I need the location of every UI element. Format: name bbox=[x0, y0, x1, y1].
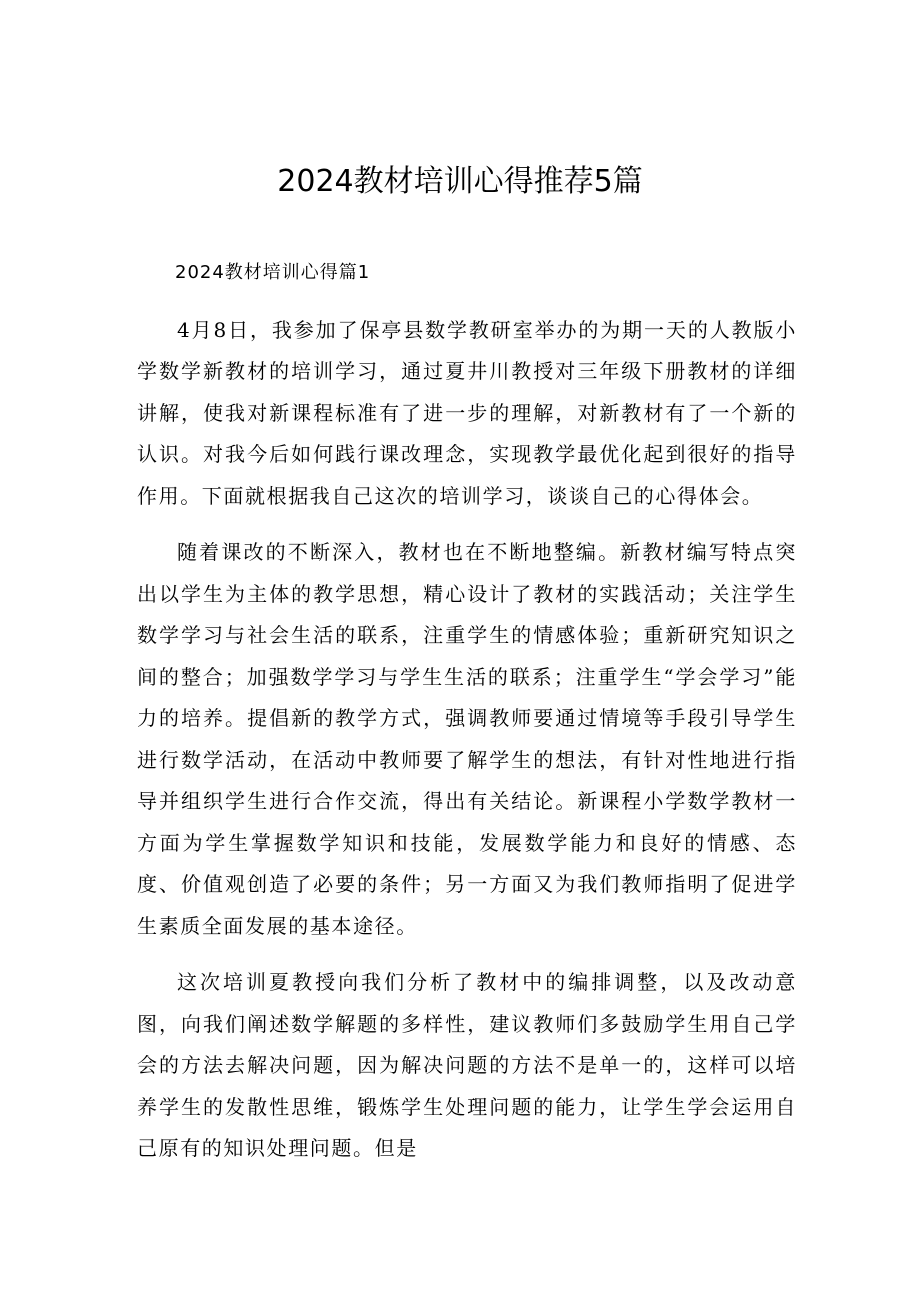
section-heading: 2024教材培训心得篇1 bbox=[175, 262, 371, 283]
document-title: 2024教材培训心得推荐5篇 bbox=[277, 164, 643, 199]
document-body bbox=[137, 252, 797, 1185]
paragraph-1: 4月8日，我参加了保亭县数学教研室举办的为期一天的人教版小学数学新教材的培训学习，通过夏井川教授对三年级下册教材的详细讲解，使我对新课程标准有了进一步的理解，对新教材有了一个新的认识。对我今后如何践行课改理念，实现教学最优化起到很好的指导作用。下面就根据我自己这次的培训学习，谈谈自己的心得体会。 bbox=[137, 317, 797, 508]
paragraph-2: 随着课改的不断深入，教材也在不断地整编。新教材编写特点突出以学生为主体的教学思想，精心设计了教材的实践活动；关注学生数学学习与社会生活的联系，注重学生的情感体验；重新研究知识之间的整合；加强数学学习与学生生活的联系；注重学生“学会学习”能力的培养。提倡新的教学方式，强调教师要通过情境等手段引导学生进行数学活动，在活动中教师要了解学生的想法，有针对性地进行指导并组织学生进行合作交流，得出有关结论。新课程小学数学教材一方面为学生掌握数学知识和技能，发展数学能力和良好的情感、态度、价值观创造了必要的条件；另一方面又为我们教师指明了促进学生素质全面发展的基本途径。 bbox=[137, 540, 797, 938]
paragraph-3: 这次培训夏教授向我们分析了教材中的编排调整，以及改动意图，向我们阐述数学解题的多样性，建议教师们多鼓励学生用自己学会的方法去解决问题，因为解决问题的方法不是单一的，这样可以培养学生的发散性思维，锻炼学生处理问题的能力，让学生学会运用自己原有的知识处理问题。但是 bbox=[137, 970, 797, 1160]
